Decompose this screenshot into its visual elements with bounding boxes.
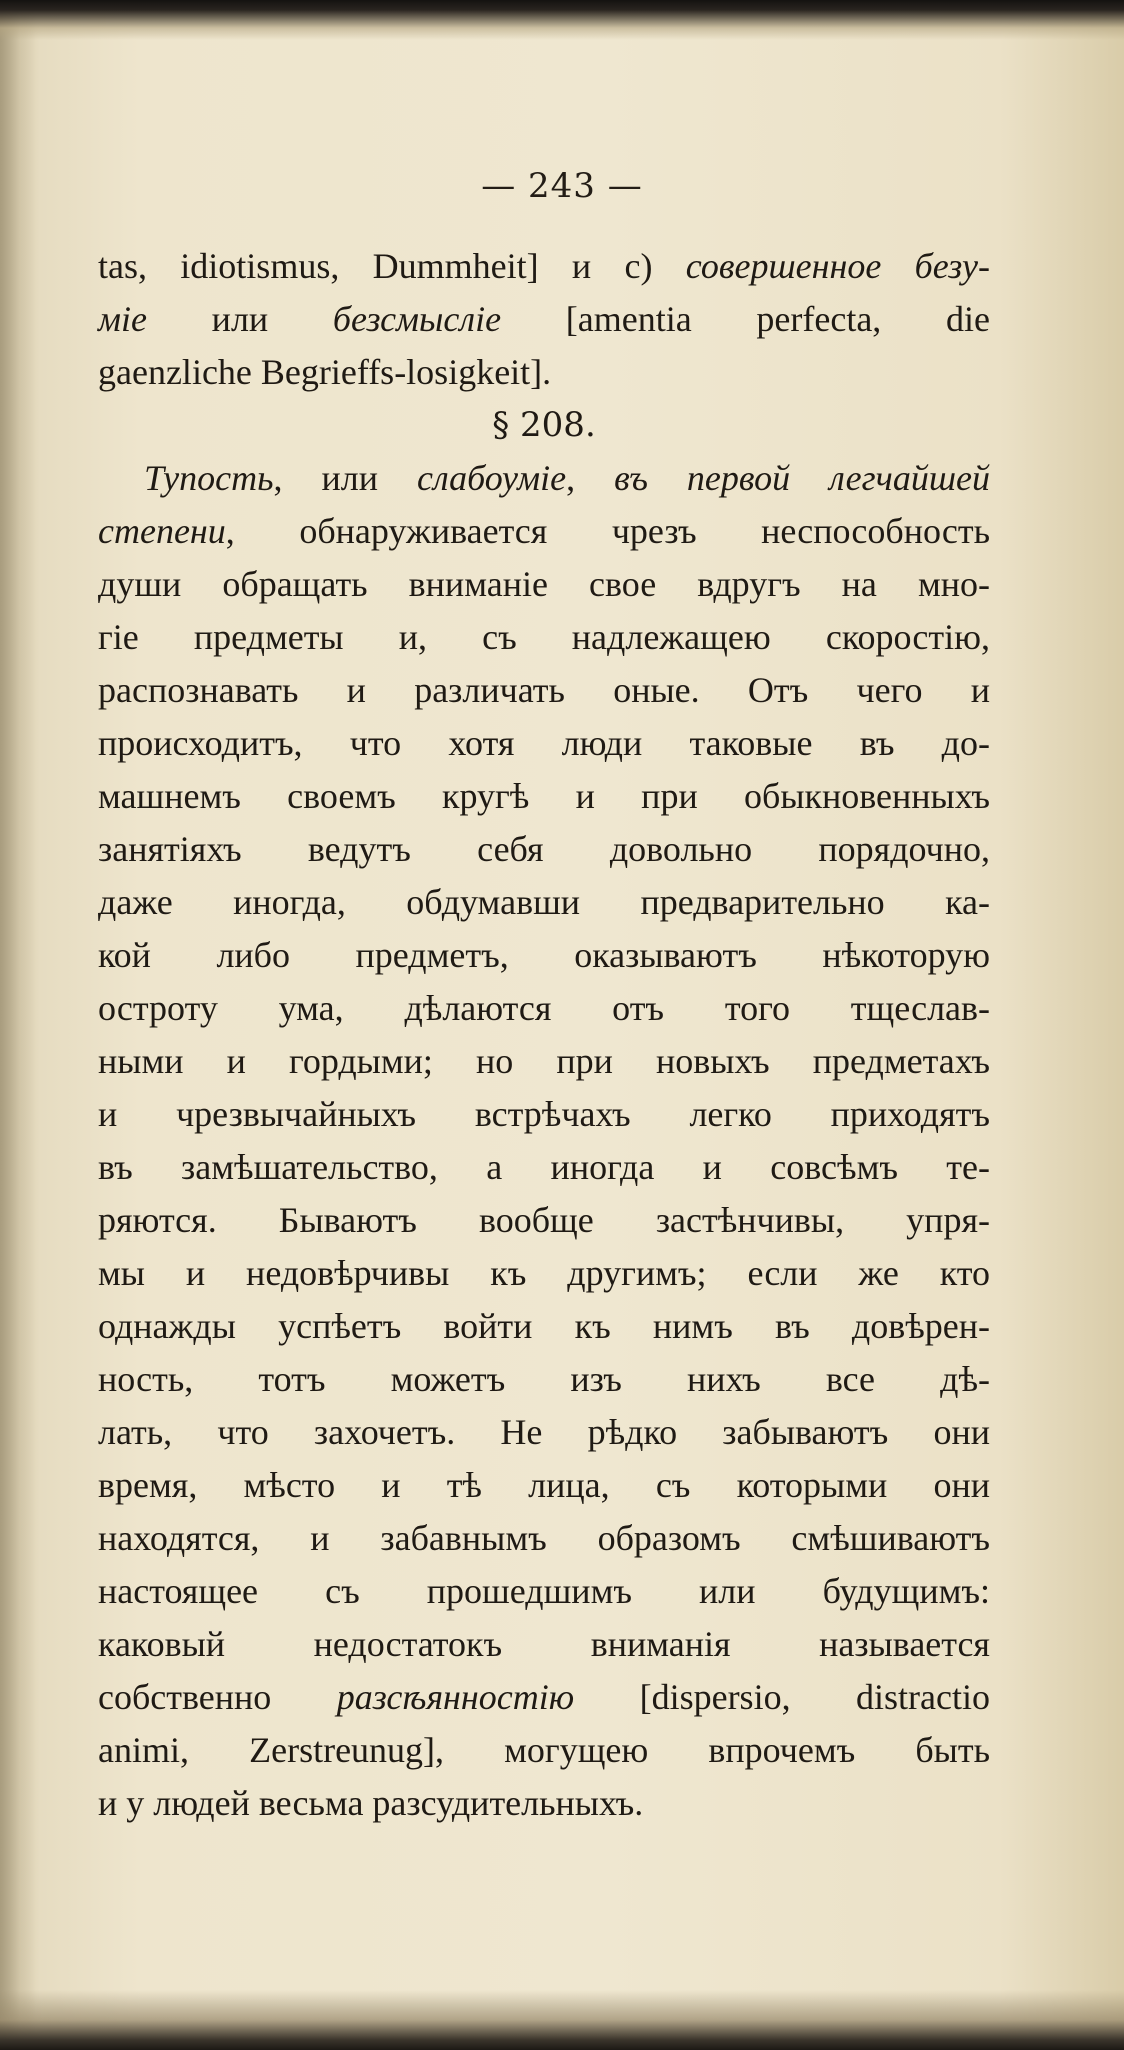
line-5-italic-c: слабоумiе bbox=[417, 458, 567, 498]
text-line-23: лать, что захочетъ. Не рѣдко забываютъ они bbox=[98, 1412, 990, 1452]
line-2-part-b: или bbox=[146, 299, 333, 339]
text-line-19: ряются. Бываютъ вообще застѣнчивы, упря- bbox=[98, 1200, 990, 1240]
text-line-17: и чрезвычайныхъ встрѣчахъ легко приходятъ bbox=[98, 1094, 990, 1134]
line-5-part-b: , или bbox=[273, 458, 418, 498]
text-line-22: ность, тотъ можетъ изъ нихъ все дѣ- bbox=[98, 1359, 990, 1399]
line-1-italic: совершенное безу- bbox=[685, 246, 990, 286]
text-line-6 bbox=[98, 505, 990, 558]
bottom-edge-shadow bbox=[0, 1990, 1124, 2050]
page-number: — 243 — bbox=[481, 166, 643, 206]
text-line-11: машнемъ своемъ кругѣ и при обыкновенныхъ bbox=[98, 776, 990, 816]
text-line-15: остроту ума, дѣлаются отъ того тщеслав- bbox=[98, 988, 990, 1028]
text-line-26: настоящее съ прошедшимъ или будущимъ: bbox=[98, 1571, 990, 1611]
top-edge-shadow bbox=[0, 0, 1124, 40]
line-2-part-d: [amentia perfecta, die bbox=[501, 299, 990, 339]
line-28-part-c: [dispersio, distractio bbox=[574, 1677, 990, 1717]
line-6-italic: степени bbox=[98, 511, 226, 551]
text-line-29: animi, Zerstreunug], могущею впрочемъ быть bbox=[98, 1730, 990, 1770]
page-gutter-shadow bbox=[0, 0, 36, 2050]
line-1-part-a: tas, idiotismus, Dummheit] и c) bbox=[98, 246, 686, 286]
section-heading: § 208. bbox=[492, 405, 596, 445]
text-line-21: однажды успѣетъ войти къ нимъ въ довѣрен- bbox=[98, 1306, 990, 1346]
line-6-part-b: , обнаруживается чрезъ неспособность bbox=[225, 511, 990, 551]
line-28-part-a: собственно bbox=[98, 1677, 337, 1717]
text-line-12: занятiяхъ ведутъ себя довольно порядочно, bbox=[98, 829, 990, 869]
line-5-italic-a: Тупость bbox=[144, 458, 274, 498]
line-2-italic-a: міе bbox=[98, 299, 147, 339]
text-line-30: и у людей весьма разсудительныхъ. bbox=[98, 1783, 644, 1823]
text-line-14: кой либо предметъ, оказываютъ нѣкоторую bbox=[98, 935, 990, 975]
text-line-13: даже иногда, обдумавши предварительно ка- bbox=[98, 882, 990, 922]
line-2-italic-c: безсмысліе bbox=[332, 299, 502, 339]
text-line-28 bbox=[98, 1671, 990, 1724]
line-5-italic-e: въ первой легчайшей bbox=[614, 458, 991, 498]
text-line-9: распознавать и различать оные. Отъ чего и bbox=[98, 670, 990, 710]
text-line-27: каковый недостатокъ вниманiя называется bbox=[98, 1624, 990, 1664]
line-5-part-d: , bbox=[566, 458, 615, 498]
text-line-10: происходитъ, что хотя люди таковые въ до- bbox=[98, 723, 990, 763]
body-text bbox=[98, 240, 990, 1830]
text-line-24: время, мѣсто и тѣ лица, съ которыми они bbox=[98, 1465, 990, 1505]
text-line-20: мы и недовѣрчивы къ другимъ; если же кто bbox=[98, 1253, 990, 1293]
text-line-1 bbox=[98, 240, 990, 293]
text-line-18: въ замѣшательство, а иногда и совсѣмъ те- bbox=[98, 1147, 990, 1187]
text-line-5 bbox=[98, 452, 990, 505]
line-28-italic: разсѣянностiю bbox=[336, 1677, 575, 1717]
text-line-16: ными и гордыми; но при новыхъ предметахъ bbox=[98, 1041, 990, 1081]
text-line-7: души обращать вниманiе свое вдругъ на мно- bbox=[98, 564, 990, 604]
text-line-3: gaenzliche Begrieffs-losigkeit]. bbox=[98, 352, 552, 392]
text-line-8: гiе предметы и, съ надлежащею скоростiю, bbox=[98, 617, 990, 657]
text-line-25: находятся, и забавнымъ образомъ смѣшиваютъ bbox=[98, 1518, 990, 1558]
text-line-2 bbox=[98, 293, 990, 346]
